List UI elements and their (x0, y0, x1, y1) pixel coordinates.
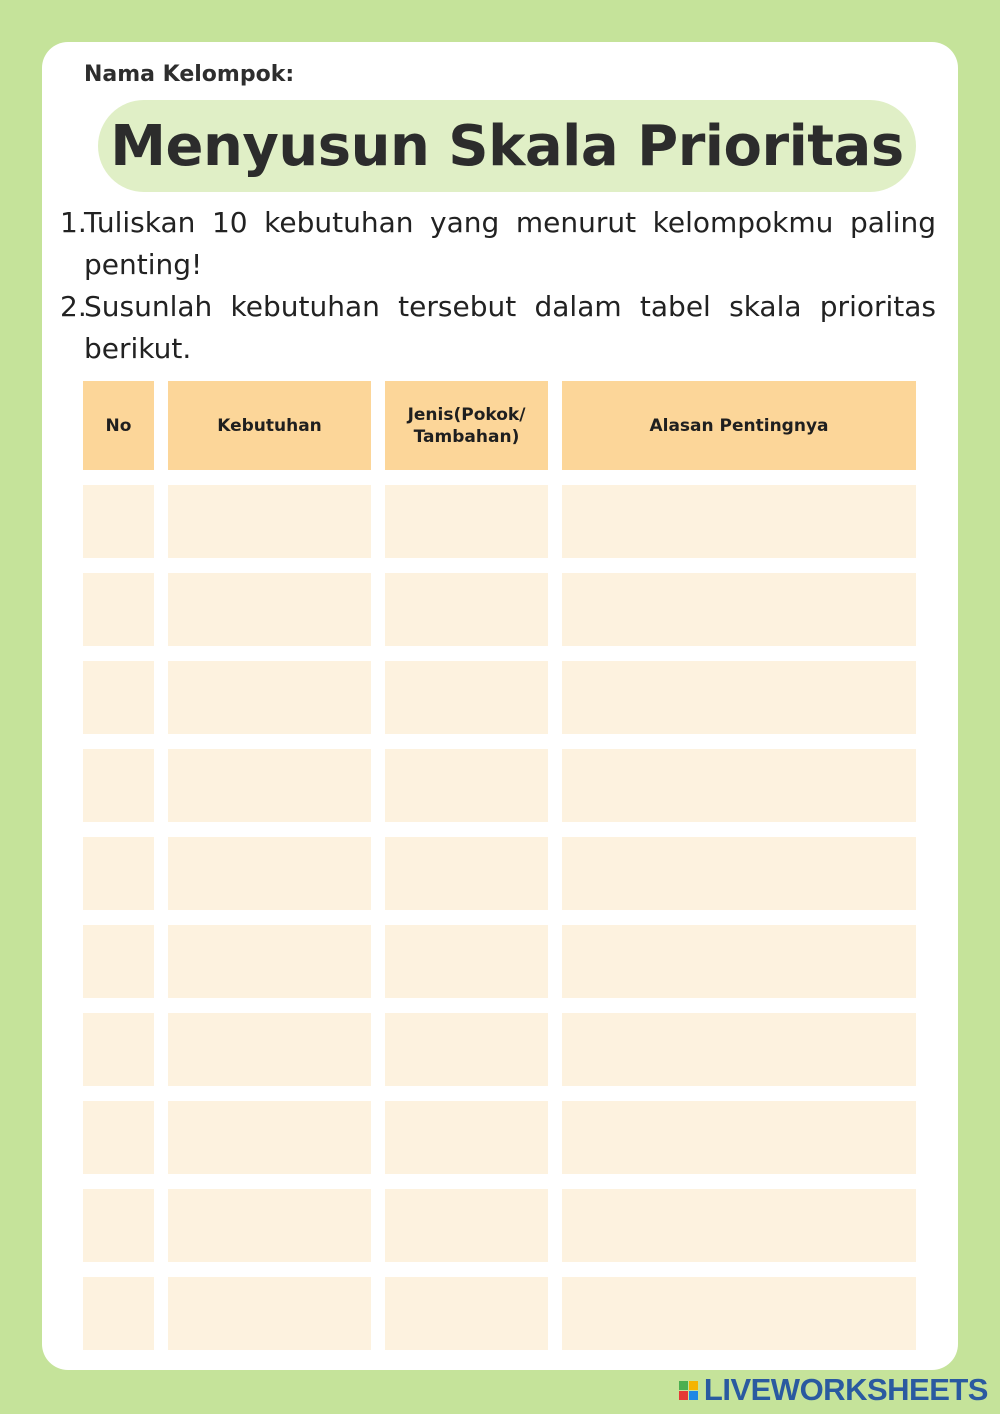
cell-kebutuhan[interactable] (168, 1277, 371, 1350)
cell-alasan[interactable] (562, 1101, 916, 1174)
instruction-item (60, 286, 936, 370)
cell-alasan[interactable] (562, 1189, 916, 1262)
table-row (83, 1277, 916, 1350)
cell-alasan[interactable] (562, 837, 916, 910)
cell-jenis[interactable] (385, 749, 548, 822)
cell-no[interactable] (83, 749, 154, 822)
cell-alasan[interactable] (562, 661, 916, 734)
cell-kebutuhan[interactable] (168, 1013, 371, 1086)
worksheet-card (42, 42, 958, 1370)
column-header-alasan: Alasan Pentingnya (562, 381, 916, 470)
cell-jenis[interactable] (385, 837, 548, 910)
table-row (83, 925, 916, 998)
cell-alasan[interactable] (562, 925, 916, 998)
cell-kebutuhan[interactable] (168, 573, 371, 646)
instruction-number: 1. (60, 206, 87, 239)
cell-alasan[interactable] (562, 485, 916, 558)
cell-jenis[interactable] (385, 1189, 548, 1262)
cell-kebutuhan[interactable] (168, 661, 371, 734)
cell-jenis[interactable] (385, 573, 548, 646)
column-header-jenis: Jenis(Pokok/ Tambahan) (385, 381, 548, 470)
cell-kebutuhan[interactable] (168, 1189, 371, 1262)
cell-alasan[interactable] (562, 1277, 916, 1350)
cell-no[interactable] (83, 573, 154, 646)
cell-kebutuhan[interactable] (168, 1101, 371, 1174)
instruction-text: Tuliskan 10 kebutuhan yang menurut kelompokmu paling penting! (84, 206, 936, 281)
cell-no[interactable] (83, 837, 154, 910)
cell-no[interactable] (83, 1101, 154, 1174)
liveworksheets-logo-icon (679, 1381, 698, 1400)
table-row (83, 661, 916, 734)
cell-alasan[interactable] (562, 573, 916, 646)
cell-no[interactable] (83, 1013, 154, 1086)
cell-kebutuhan[interactable] (168, 485, 371, 558)
table-body (83, 485, 916, 1350)
brand-name: LIVEWORKSHEETS (703, 1372, 988, 1407)
table-row (83, 749, 916, 822)
cell-no[interactable] (83, 925, 154, 998)
cell-no[interactable] (83, 1189, 154, 1262)
cell-no[interactable] (83, 661, 154, 734)
table-row (83, 1189, 916, 1262)
liveworksheets-logo (679, 1372, 988, 1408)
table-header-row (83, 381, 916, 470)
cell-jenis[interactable] (385, 1277, 548, 1350)
cell-jenis[interactable] (385, 661, 548, 734)
table-row (83, 1013, 916, 1086)
cell-no[interactable] (83, 1277, 154, 1350)
cell-no[interactable] (83, 485, 154, 558)
cell-jenis[interactable] (385, 1101, 548, 1174)
group-name-label: Nama Kelompok: (84, 62, 295, 87)
instruction-item (60, 202, 936, 286)
instruction-list (60, 202, 936, 370)
column-header-kebutuhan: Kebutuhan (168, 381, 371, 470)
table-row (83, 573, 916, 646)
cell-jenis[interactable] (385, 1013, 548, 1086)
page-title: Menyusun Skala Prioritas (110, 113, 904, 179)
cell-jenis[interactable] (385, 925, 548, 998)
table-row (83, 1101, 916, 1174)
priority-table (83, 381, 916, 1365)
column-header-no: No (83, 381, 154, 470)
table-row (83, 837, 916, 910)
title-banner (98, 100, 916, 192)
cell-kebutuhan[interactable] (168, 749, 371, 822)
cell-alasan[interactable] (562, 1013, 916, 1086)
cell-kebutuhan[interactable] (168, 925, 371, 998)
instruction-text: Susunlah kebutuhan tersebut dalam tabel skala prioritas berikut. (84, 290, 936, 365)
cell-kebutuhan[interactable] (168, 837, 371, 910)
cell-jenis[interactable] (385, 485, 548, 558)
instruction-number: 2. (60, 290, 87, 323)
table-row (83, 485, 916, 558)
cell-alasan[interactable] (562, 749, 916, 822)
